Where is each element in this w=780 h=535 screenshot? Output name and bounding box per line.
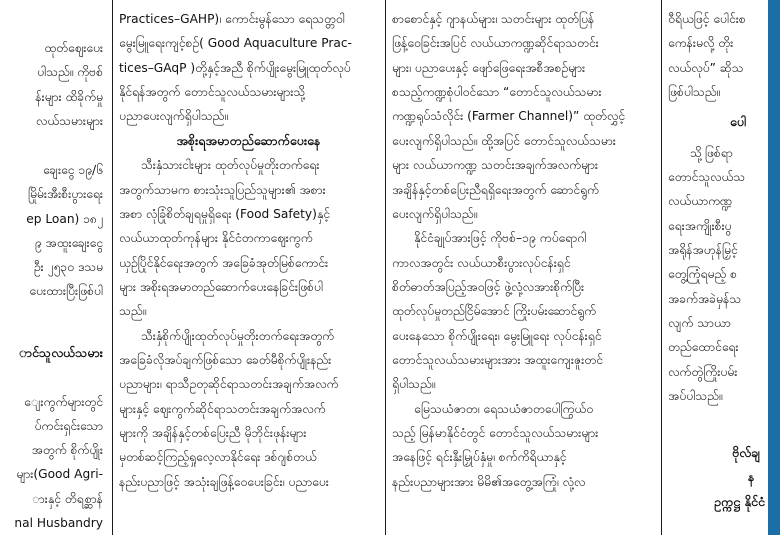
col4-line-2: ကေန်းမလို့ တိုး — [668, 36, 734, 50]
col1-line-5: လယ်သမားများ — [35, 114, 103, 128]
col3-line-19: အနေဖြင့် ရင်းနှီးမြှုပ်နှံမှု၊ စက်ကိရိယာနှင့် — [392, 450, 567, 464]
col3-line-13: ထုတ်လုပ်မှုတည်ငြိမ်အောင် ကြိုးပမ်းဆောင်ရွက် — [392, 304, 597, 318]
col4-line-1: ဝီရိယဖြင့် ပေါင်းစ — [668, 12, 746, 26]
col4-line-6: သို့ဖြစ်ရာ — [690, 146, 733, 160]
col2-line-3: tices–GAqP )တို့နှင့်အညီ စိုက်ပျိုးမွေးမြူထုတ်လုပ် — [119, 61, 351, 75]
column-divider-1 — [112, 0, 113, 535]
col1-line-19: များ(Good Agri- — [16, 467, 103, 481]
right-edge-bar — [768, 0, 780, 535]
col2-line-2: မွေးမြူရေးကျင့်စဉ်( Good Aquaculture Prac- — [119, 36, 352, 50]
col1-heading: ာင်သူလယ်သမား — [19, 345, 103, 360]
col1-line-20: ားနှင့် တိရစ္ဆာန် — [32, 492, 103, 506]
col1-line-2: ထုတ်ဈေးပေး — [44, 41, 103, 55]
col4-line-3: လယ်လုပ်” ဆိုသ — [668, 61, 744, 75]
col4-line-4: ဖြစ်ပါသည်။ — [668, 85, 721, 99]
col1-line-13 — [0, 306, 103, 326]
col3-line-10: နိုင်ငံချုပ်အားဖြင့် ကိုဗစ်–၁၉ ကပ်ရောဂါ — [414, 231, 587, 245]
col1-line-9: ep Loan) ၁၈၂ — [26, 212, 103, 226]
col2-line-4: နိုင်ရန်အတွက် တောင်သူလယ်သမားများသို့ — [119, 85, 306, 99]
col4-line-17 — [668, 410, 780, 430]
col3-line-11: ကာလအတွင်း လယ်ယာစီးပွားလုပ်ငန်းရှင် — [392, 256, 571, 270]
col2-line-16: ပညာများ၊ ရာသီဥတုဆိုင်ရာသတင်းအချက်အလက် — [119, 377, 339, 391]
section-heading: အစိုးရအမာတည်ဆောက်ပေးနေ — [176, 133, 321, 148]
col4-line-8: လယ်ယာကဏ္ဍ — [668, 194, 733, 208]
col2-line-12: များ အစိုးရအမာတည်ဆောက်ပေးနေခြင်းဖြစ်ပါ — [119, 280, 323, 294]
col1-line-8: မြိုမ်းအီးစီးပွားရေး — [27, 187, 103, 201]
col3-line-9: ပေးလျက်ရှိပါသည်။ — [392, 207, 478, 221]
signature-line-2: န — [748, 469, 755, 484]
signature-title: ဥက္ကဋ္ဌ နိုင်ငံ — [714, 494, 766, 509]
col1-line-6 — [0, 135, 103, 155]
col2-line-7: သီးနှံသားငါးများ ထုတ်လုပ်မှုတိုးတက်ရေး — [141, 158, 320, 172]
col2-line-14: သီးနှံစိုက်ပျိုးထုတ်လုပ်မှုတိုးတက်ရေးအတွက် — [141, 329, 335, 343]
col1-line-4: န်းများ ထိခိုက်မှု — [35, 90, 103, 104]
col3-line-12: စိတ်ဓာတ်အပြည့်အဝဖြင့် ဖွဲ့လုံ့လအားစိုက်ပြီး — [392, 280, 585, 294]
col2-line-13: သည်။ — [119, 304, 147, 318]
col2-line-5: ပညာပေးလျက်ရှိပါသည်။ — [119, 109, 228, 123]
col1-line-15 — [0, 367, 103, 387]
column-3 — [392, 0, 655, 535]
col3-line-15: တောင်သူလယ်သမားများအား အထူးကျေးဇူးတင် — [392, 353, 603, 367]
col2-line-1: Practices–GAHP)၊ ကောင်းမွန်သော ရေသတ္တဝါ — [119, 12, 345, 26]
col2-line-15: အခြေခံလိုအပ်ချက်ဖြစ်သော ခေတ်မီစိုက်ပျိုးနည်း — [119, 353, 332, 367]
col1-line-18: အတွက် စိုက်ပျိုး — [31, 443, 103, 457]
col3-line-18: သည့် မြန်မာနိုင်ငံတွင် တောင်သူလယ်သမားများ — [392, 426, 599, 440]
col2-line-18: များကို အချိန်နှင့်တစ်ပြေးညီ မိုဘိုင်းဖုန်းများ — [119, 426, 307, 440]
col3-line-17: မြေသယံဇာတ၊ ရေသယံဇာတပေါကြွယ်ဝ — [414, 402, 594, 416]
col3-line-7: များ လယ်ယာကဏ္ဍ သတင်းအချက်အလက်များ — [392, 158, 598, 172]
col3-line-14: ပေးနေသော စိုက်ပျိုးရေး၊ မွေးမြူရေး လုပ်ငန်းရှင် — [392, 329, 602, 343]
col3-line-1: စာစောင်နှင့် ဂျာနယ်များ၊ သတင်းများ ထုတ်ပြန် — [392, 12, 595, 26]
col1-line-12: ပေးထားပြီးဖြစ်ပါ — [29, 284, 103, 298]
col2-line-20: နည်းပညာဖြင့် အသုံးချဖြန့်ဝေပေးခြင်း၊ ပညာပေး — [119, 475, 329, 489]
col4-heading: ပေါ — [730, 114, 747, 129]
col1-line-11: ဦး ၂၅၃၀ ဒသမ — [33, 260, 103, 274]
col4-line-10: အရိုန်အဟုန်မြှင့် — [668, 243, 738, 257]
col3-line-8: အချိန်နှင့်တစ်ပြေးညီရရှိရေးအတွက် ဆောင်ရွက် — [392, 183, 599, 197]
col3-line-6: ပေးလျက်ရှိပါသည်။ ထို့အပြင် တောင်သူလယ်သမား — [392, 134, 616, 148]
col1-line-17: ပ်ကင်းရှင်းသော — [34, 419, 103, 433]
col1-line-1 — [0, 4, 103, 24]
column-4 — [668, 0, 780, 535]
col4-line-12: အခက်အခဲမှန်သ — [668, 292, 742, 306]
col3-line-5: ကဏ္ဍရုပ်သံလိုင်း (Farmer Channel)” ထုတ်လွှင့် — [392, 109, 626, 123]
col4-line-15: လက်တွဲကြိုးပမ်း — [668, 365, 738, 379]
col2-line-10: လယ်ယာထုတ်ကုန်များ နိုင်ငံတကာဈေးကွက် — [119, 231, 313, 245]
col3-line-3: များ၊ ပညာပေးနှင့် ဖျော်ဖြေရေးအစီအစဉ်များ — [392, 61, 586, 75]
col4-line-7: တောင်သူလယ်သ — [668, 170, 746, 184]
col3-line-20: နည်းပညာများအား မိမိ၏အတွေ့အကြုံ၊ လုံ့လ — [392, 475, 586, 489]
col3-line-16: ရှိပါသည်။ — [392, 377, 436, 391]
col2-line-17: များနှင့် ဈေးကွက်ဆိုင်ရာသတင်းအချက်အလက် — [119, 402, 326, 416]
col4-line-14: တည်ထောင်ရေး — [668, 340, 739, 354]
col2-line-11: ယှဉ်ပြိုင်နိုင်ရေးအတွက် အခြေခံအုတ်မြစ်ကောင်း — [119, 256, 329, 270]
col2-line-19: မှတစ်ဆင့်ကြည့်ရှုလေ့လာနိုင်ရေး ဒစ်ဂျစ်တယ် — [119, 450, 317, 464]
col2-line-9: အစာ လုံခြုံစိတ်ချရမှုရှိရေး (Food Safety)နှင့် — [119, 207, 330, 221]
col1-line-3: ပါသည်။ ကိုဗစ် — [37, 65, 103, 79]
signature-name: ဗိုလ်ချ — [732, 445, 761, 460]
column-divider-2 — [385, 0, 386, 535]
col1-line-7: ချေးငွေ ၁၉/၆ — [43, 163, 103, 177]
col2-line-8: အတွက်သာမက စားသုံးသူပြည်သူများ၏ အစား — [119, 183, 326, 197]
col1-line-21: nal Husbandry — [14, 516, 103, 530]
col4-line-13: လျက် သာယာ — [668, 316, 731, 330]
column-1 — [0, 0, 103, 535]
col3-line-2: ဖြန့်ဝေခြင်းအပြင် လယ်ယာကဏ္ဍဆိုင်ရာသတင်း — [392, 36, 599, 50]
column-divider-3 — [661, 0, 662, 535]
col1-line-16: ျေးကွက်များတွင် — [24, 395, 103, 409]
col4-line-11: တွေ့ကြုံရမည့် စ — [668, 267, 737, 281]
col4-line-9: ရေးအကျိုးစီးပွ — [668, 219, 732, 233]
col4-line-16: အပ်ပါသည်။ — [668, 389, 723, 403]
col1-line-10: ၉ အထူးချေးငွေ — [34, 236, 103, 250]
col3-line-4: စသည့်ကဏ္ဍစုံပါဝင်သော “တောင်သူလယ်သမား — [392, 85, 602, 99]
column-2 — [119, 0, 378, 535]
